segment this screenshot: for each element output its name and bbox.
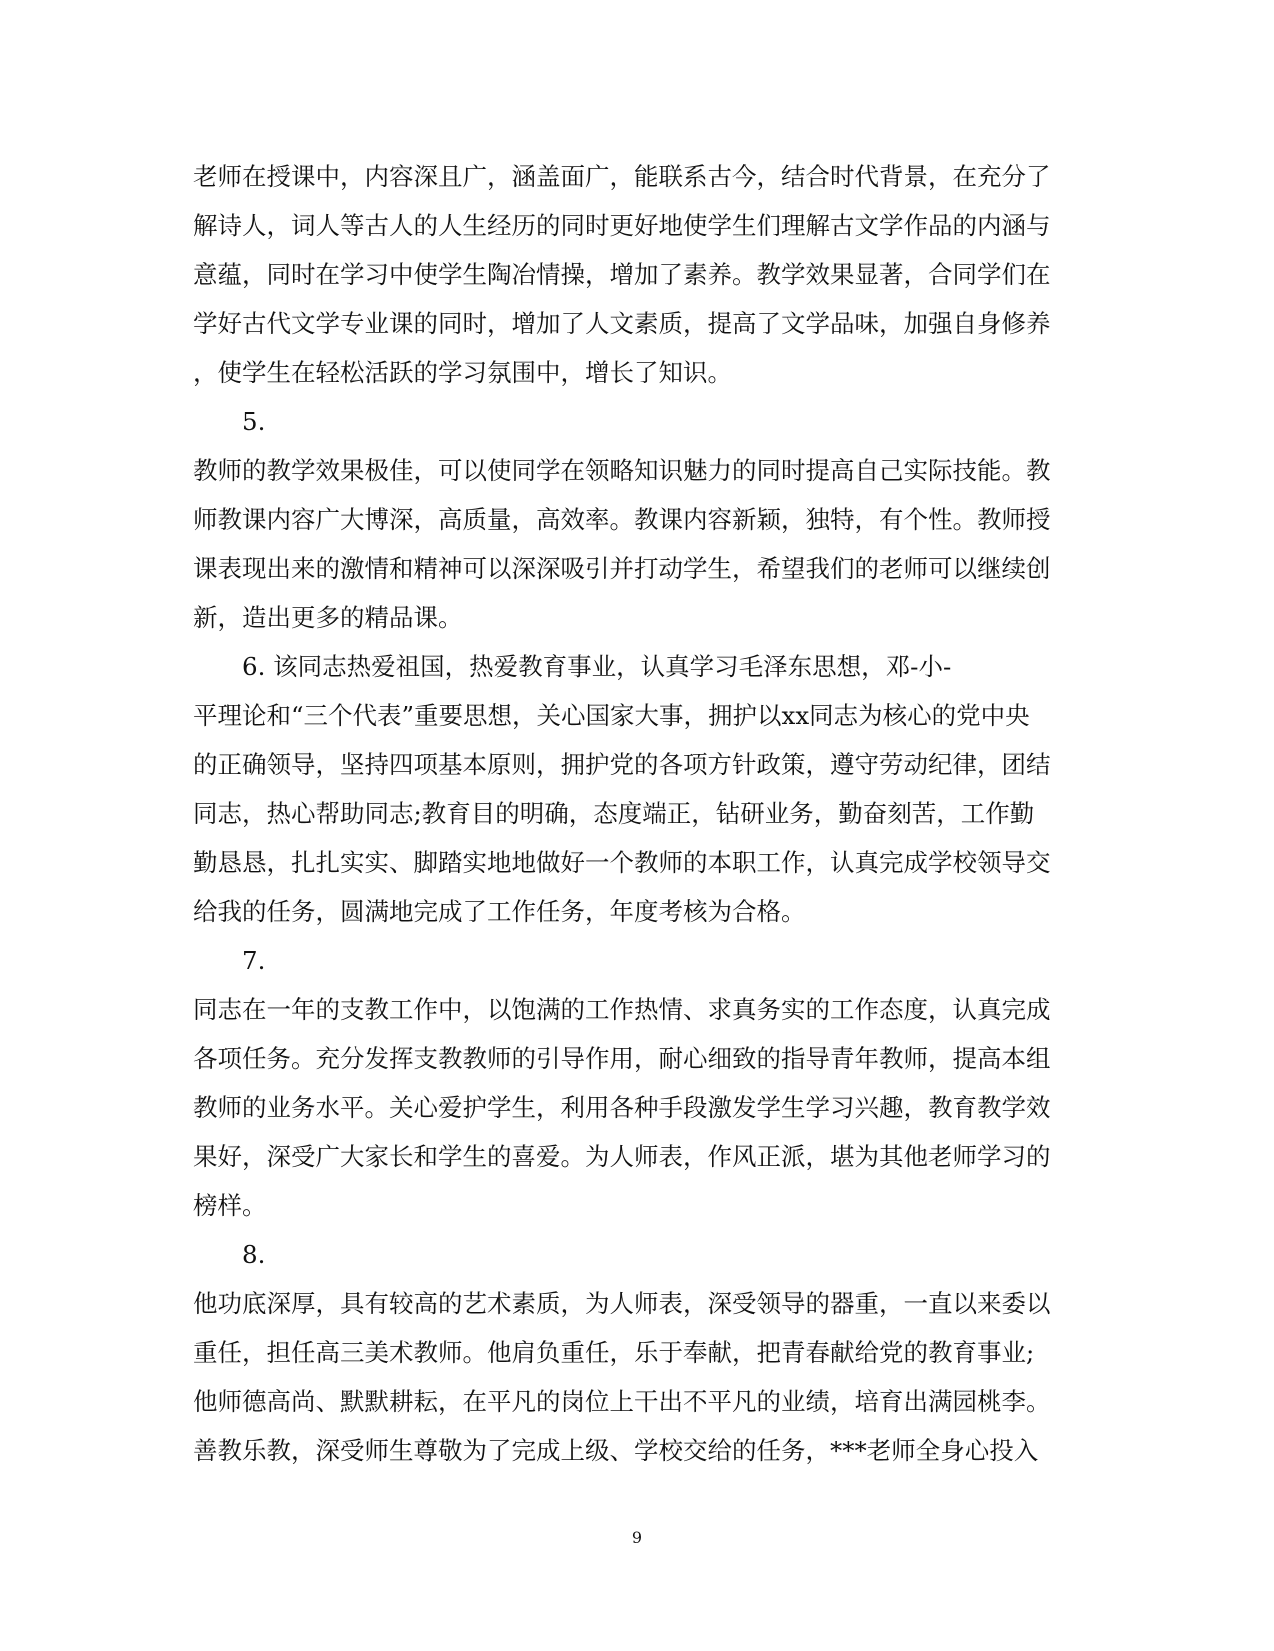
- text-line: 老师在授课中，内容深且广，涵盖面广，能联系古今，结合时代背景，在充分了: [193, 162, 1051, 191]
- text-line: 师教课内容广大博深，高质量，高效率。教课内容新颖，独特，有个性。教师授: [193, 505, 1051, 534]
- text-line: 平理论和“三个代表”重要思想，关心国家大事，拥护以xx同志为核心的党中央: [193, 701, 1030, 730]
- text-line: 善教乐教，深受师生尊敬为了完成上级、学校交给的任务，***老师全身心投入: [193, 1436, 1039, 1465]
- text-line: 他功底深厚，具有较高的艺术素质，为人师表，深受领导的器重，一直以来委以: [193, 1289, 1051, 1318]
- text-line: 新，造出更多的精品课。: [193, 603, 463, 632]
- text-line: 教师的教学效果极佳，可以使同学在领略知识魅力的同时提高自己实际技能。教: [193, 456, 1051, 485]
- page-number: 9: [631, 1528, 643, 1547]
- text-line: 课表现出来的激情和精神可以深深吸引并打动学生，希望我们的老师可以继续创: [193, 554, 1051, 583]
- text-line: 教师的业务水平。关心爱护学生，利用各种手段激发学生学习兴趣，教育教学效: [193, 1093, 1051, 1122]
- text-line: 各项任务。充分发挥支教教师的引导作用，耐心细致的指导青年教师，提高本组: [193, 1044, 1051, 1073]
- numbered-item-line: 5.: [242, 407, 266, 436]
- text-line: 学好古代文学专业课的同时，增加了人文素质，提高了文学品味，加强自身修养: [193, 309, 1051, 338]
- numbered-item-line: 7.: [242, 946, 266, 975]
- text-line: 果好，深受广大家长和学生的喜爱。为人师表，作风正派，堪为其他老师学习的: [193, 1142, 1051, 1171]
- numbered-item-line: 8.: [242, 1240, 266, 1269]
- text-line: ，使学生在轻松活跃的学习氛围中，增长了知识。: [193, 358, 732, 387]
- text-line: 同志在一年的支教工作中，以饱满的工作热情、求真务实的工作态度，认真完成: [193, 995, 1051, 1024]
- text-line: 的正确领导，坚持四项基本原则，拥护党的各项方针政策，遵守劳动纪律，团结: [193, 750, 1051, 779]
- text-line: 给我的任务，圆满地完成了工作任务，年度考核为合格。: [193, 897, 806, 926]
- text-line: 重任，担任高三美术教师。他肩负重任，乐于奉献，把青春献给党的教育事业;: [193, 1338, 1035, 1367]
- text-line: 解诗人，词人等古人的人生经历的同时更好地使学生们理解古文学作品的内涵与: [193, 211, 1051, 240]
- body-text: [193, 152, 1073, 1475]
- text-line: 榜样。: [193, 1191, 267, 1220]
- text-line: 勤恳恳，扎扎实实、脚踏实地地做好一个教师的本职工作，认真完成学校领导交: [193, 848, 1051, 877]
- text-line: 同志，热心帮助同志;教育目的明确，态度端正，钻研业务，勤奋刻苦，工作勤: [193, 799, 1035, 828]
- numbered-item-line: 6. 该同志热爱祖国，热爱教育事业，认真学习毛泽东思想，邓-小-: [242, 652, 952, 681]
- text-line: 他师德高尚、默默耕耘，在平凡的岗位上干出不平凡的业绩，培育出满园桃李。: [193, 1387, 1051, 1416]
- text-line: 意蕴，同时在学习中使学生陶冶情操，增加了素养。教学效果显著，合同学们在: [193, 260, 1051, 289]
